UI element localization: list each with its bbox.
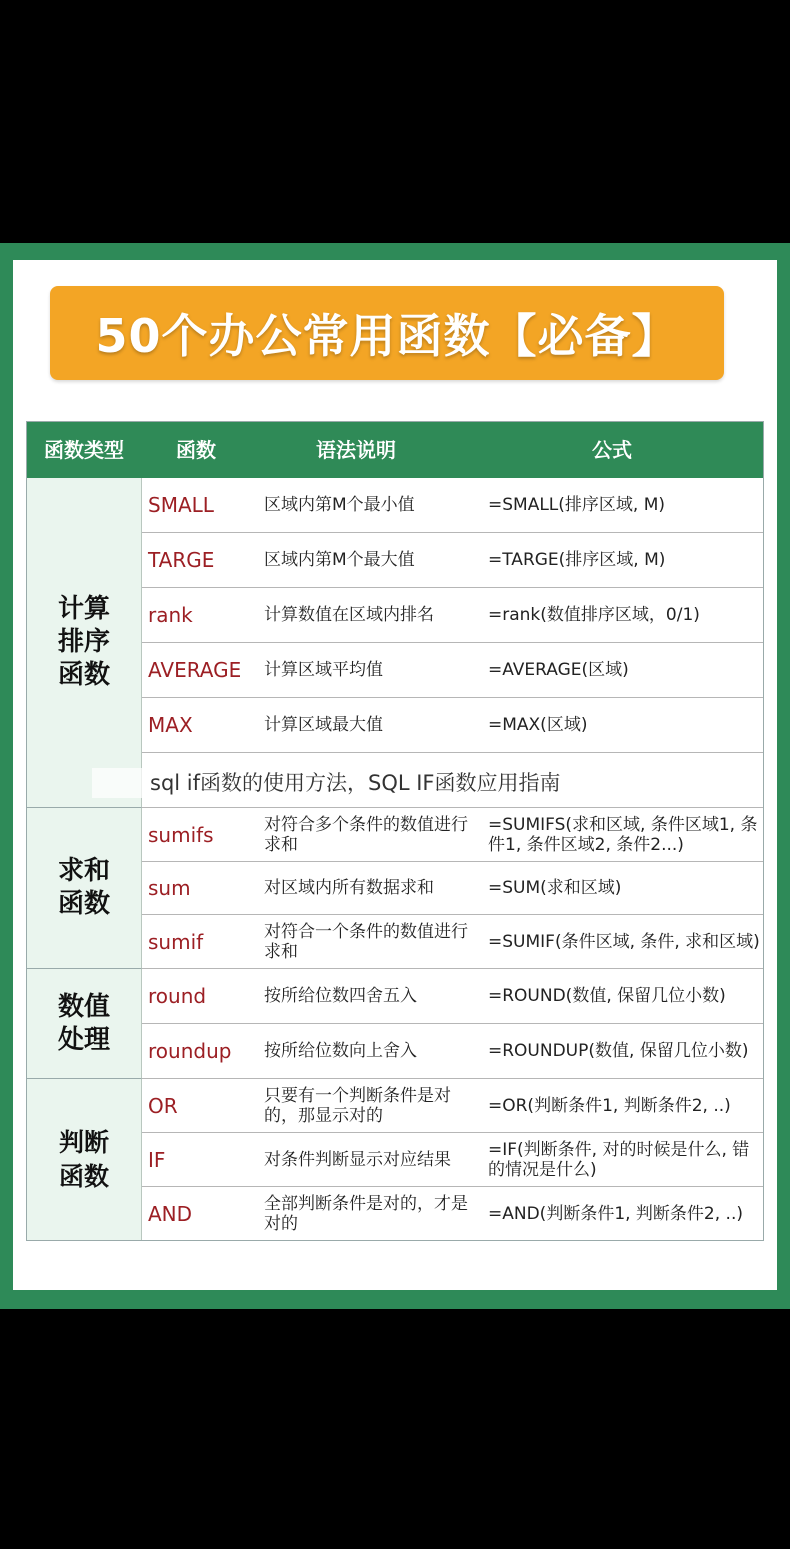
syntax-description: 对区域内所有数据求和 xyxy=(264,878,434,898)
formula: =MAX(区域) xyxy=(488,715,588,735)
table-row xyxy=(142,862,763,915)
syntax-description: 计算区域最大值 xyxy=(264,715,383,735)
syntax-description: 计算数值在区域内排名 xyxy=(264,605,434,625)
header-syntax: 语法说明 xyxy=(316,438,396,462)
page-title: 50个办公常用函数【必备】 xyxy=(95,309,679,363)
table-row xyxy=(142,643,763,698)
table-row xyxy=(142,969,763,1024)
group-label: 计算排序函数 xyxy=(57,594,110,690)
table-row xyxy=(142,533,763,588)
header-function: 函数 xyxy=(176,438,216,462)
group-sort xyxy=(27,478,142,808)
function-name: TARGE xyxy=(148,548,215,572)
syntax-description: 对符合多个条件的数值进行求和 xyxy=(264,814,468,855)
table-row xyxy=(142,478,763,533)
group-logic xyxy=(27,1079,142,1241)
function-name: roundup xyxy=(148,1039,232,1063)
group-sum xyxy=(27,808,142,969)
syntax-description: 区域内第M个最小值 xyxy=(264,495,415,515)
table-header xyxy=(27,422,763,478)
caption-text: sql if函数的使用方法，SQL IF函数应用指南 xyxy=(150,771,561,795)
syntax-description: 区域内第M个最大值 xyxy=(264,550,415,570)
syntax-description: 对条件判断显示对应结果 xyxy=(264,1149,451,1170)
function-name: IF xyxy=(148,1147,166,1172)
title-banner xyxy=(50,286,724,380)
table-row xyxy=(142,808,763,862)
table-row xyxy=(142,1133,763,1187)
function-name: rank xyxy=(148,603,193,627)
function-name: AND xyxy=(148,1202,193,1226)
function-name: sumif xyxy=(148,929,204,954)
function-name: MAX xyxy=(148,713,193,737)
group-numeric xyxy=(27,969,142,1079)
table-row xyxy=(142,1187,763,1241)
formula: =ROUNDUP(数值, 保留几位小数) xyxy=(488,1041,749,1061)
function-name: round xyxy=(148,984,207,1008)
syntax-description: 计算区域平均值 xyxy=(264,660,383,680)
table-row xyxy=(142,588,763,643)
syntax-description: 按所给位数四舍五入 xyxy=(264,986,417,1006)
formula: =AND(判断条件1, 判断条件2, ..) xyxy=(488,1204,743,1224)
table-row xyxy=(142,1024,763,1079)
header-type: 函数类型 xyxy=(44,438,124,462)
formula: =SMALL(排序区域, M) xyxy=(488,495,666,515)
formula: =SUMIFS(求和区域, 条件区域1, 条件1, 条件区域2, 条件2...) xyxy=(488,814,758,855)
formula: =rank(数值排序区域，0/1) xyxy=(488,605,700,625)
formula: =IF(判断条件, 对的时候是什么, 错的情况是什么) xyxy=(488,1139,750,1180)
table-row xyxy=(142,915,763,969)
formula: =OR(判断条件1, 判断条件2, ..) xyxy=(488,1095,731,1116)
function-name: sumifs xyxy=(148,822,214,847)
table-row xyxy=(142,698,763,753)
formula: =SUMIF(条件区域, 条件, 求和区域) xyxy=(488,931,760,952)
formula: =SUM(求和区域) xyxy=(488,878,622,898)
group-label: 求和函数 xyxy=(57,856,110,919)
formula: =AVERAGE(区域) xyxy=(488,660,629,680)
group-label: 数值处理 xyxy=(57,991,110,1055)
group-label: 判断函数 xyxy=(58,1127,109,1191)
function-name: AVERAGE xyxy=(148,658,242,682)
header-formula: 公式 xyxy=(592,438,632,462)
function-name: OR xyxy=(148,1093,178,1118)
function-name: sum xyxy=(148,876,191,900)
formula: =ROUND(数值, 保留几位小数) xyxy=(488,986,726,1006)
syntax-description: 只要有一个判断条件是对的，那显示对的 xyxy=(264,1085,451,1126)
function-name: SMALL xyxy=(148,493,214,517)
formula: =TARGE(排序区域, M) xyxy=(488,550,666,570)
syntax-description: 对符合一个条件的数值进行求和 xyxy=(264,921,468,962)
table-row xyxy=(142,1079,763,1133)
syntax-description: 按所给位数向上舍入 xyxy=(264,1041,417,1061)
syntax-description: 全部判断条件是对的，才是对的 xyxy=(264,1194,468,1234)
functions-table xyxy=(26,421,764,1241)
